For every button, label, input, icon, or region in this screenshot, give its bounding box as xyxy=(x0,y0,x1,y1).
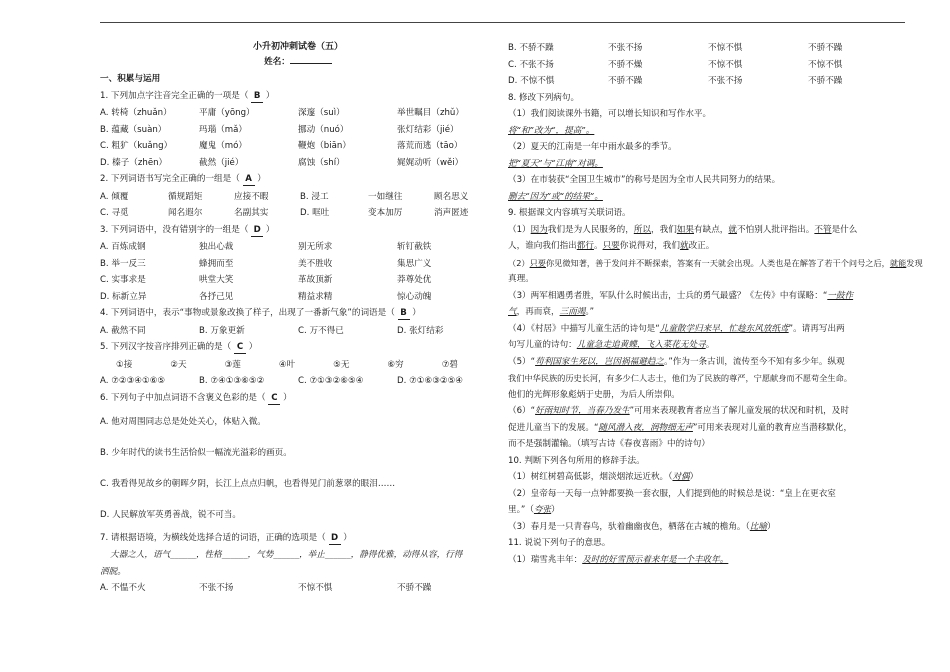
q4-options: A. 截然不同 B. 万象更新 C. 万不得已 D. 张灯结彩 xyxy=(100,325,444,336)
question-10-stem: 10. 判断下列各句所用的修辞手法。 xyxy=(508,455,645,466)
q7-row: B. 不骄不躁 不张不扬 不惊不惧 不骄不躁 xyxy=(508,43,843,53)
q9-item-6-cont: 促进儿童当下的发展。“随风潜入夜，润物细无声”可用来表现对儿童的教育应当潜移默化， xyxy=(508,422,853,433)
q10-item-1: （1）树红树碧高低影，烟淡烟浓远近秋。（对偶） xyxy=(508,472,699,482)
q7-row: C. 不张不扬 不骄不燥 不惊不惧 不惊不惧 xyxy=(508,59,843,70)
q8-answer[interactable]: 删去“因为”或“的结果”。 xyxy=(508,191,603,202)
answer-7[interactable]: D xyxy=(329,533,341,545)
q8-answer[interactable]: 把“夏天”与“江南”对调。 xyxy=(508,158,603,169)
name-blank[interactable] xyxy=(290,63,332,64)
q2-row: C. 寻觅 闻名遐尔 名副其实 D. 哐吐 变本加厉 消声匿迹 xyxy=(100,208,469,218)
question-7-stem: 7. 请根据语境，为横线处选择合适的词语，正确的选项是（ D ） xyxy=(100,532,352,543)
q9-item-5: （5）“苟利国家生死以，岂因祸福避趋之。”作为一条古训，流传至今不知有多少年。纵观 xyxy=(508,356,845,367)
q11-item-1: （1）瑞雪兆丰年：及时的好雪预示着来年是一个丰收年。 xyxy=(508,554,729,565)
q9-item-6: （6）“好雨知时节，当春乃发生”可用来表现教育者应当了解儿童发展的状况和时机，及时 xyxy=(508,406,849,416)
right-column xyxy=(508,43,923,571)
top-rule xyxy=(100,22,905,23)
q8-answer[interactable]: 将“和”改为“，提高”。 xyxy=(508,125,595,136)
question-11-stem: 11. 说说下列句子的意思。 xyxy=(508,538,611,548)
q9-item-4-cont: 句写儿童的诗句：儿童急走追黄蝶，飞入菜花无处寻。 xyxy=(508,340,715,350)
q9-item-1: （1）因为我们是为人民服务的，所以，我们如果有缺点，就不怕别人批评指出。不管是什么 xyxy=(508,224,858,235)
answer-6[interactable]: C xyxy=(268,393,280,405)
answer-4[interactable]: B xyxy=(398,308,410,320)
answer-2[interactable]: A xyxy=(243,174,255,186)
q5-options: A. ⑦②③④①⑥⑤ B. ⑦④①③⑥⑤② C. ⑦①③②⑥⑤④ D. ⑦①⑥③②⑤④ xyxy=(100,376,464,386)
q9-item-4: （4）《村居》中描写儿童生活的诗句是“儿童散学归来早，忙趁东风放纸鸢”。请再写出两 xyxy=(508,323,845,334)
question-4-stem: 4. 下列词语中，表示“事物或景象改换了样子，出现了一番新气象”的词语是（ B ） xyxy=(100,308,421,318)
q5-chars: ①接 ②天 ③莲 ④叶 ⑤无 ⑥穷 ⑦碧 xyxy=(116,359,458,370)
q7-row: A. 不愠不火 不张不扬 不惊不惧 不骄不躁 xyxy=(100,583,432,593)
answer-1[interactable]: B xyxy=(251,91,263,103)
question-9-stem: 9. 根据课文内容填写关联词语。 xyxy=(508,208,631,218)
answer-5[interactable]: C xyxy=(234,342,246,354)
q7-passage: 大器之人，语气______，性格______，气势______，举止______，静得优雅，动得从容，行得 xyxy=(110,550,463,560)
q3-row: A. 百炼成钢 独出心裁 别无所求 斩钉截铁 xyxy=(100,242,432,252)
exam-title: 小升初冲刺试卷（五） xyxy=(252,42,343,52)
q9-item-3: （3）两军相遇勇者胜，军队什么时候出击，士兵的勇气最盛？《左传》中有谋略：“一鼓作 xyxy=(508,290,854,301)
q9-item-3-cont: 气，再而衰，三而竭。” xyxy=(508,307,595,317)
q10-item-2-cont: 里。”（夸张） xyxy=(508,505,560,515)
question-2-stem: 2. 下列词语书写完全正确的一组是（ A ） xyxy=(100,174,266,184)
left-column xyxy=(100,38,496,600)
q6-option: D. 人民解放军英勇善战，锐不可当。 xyxy=(100,509,241,520)
q1-row: B. 蕴藏（suàn） 玛瑙（mǎ） 挪动（nuó） 张灯结彩（jié） xyxy=(100,124,459,135)
q7-row: D. 不惊不惧 不骄不躁 不张不扬 不骄不躁 xyxy=(508,76,843,86)
answer-3[interactable]: D xyxy=(251,225,263,237)
question-3-stem: 3. 下列词语中，没有错别字的一组是（ D ） xyxy=(100,224,275,235)
q6-option: B. 少年时代的读书生活恰似一幅流光溢彩的画页。 xyxy=(100,447,292,458)
q2-row: A. 倾覆 循规蹈矩 应接不暇 B. 浸工 一如继往 顾名思义 xyxy=(100,191,469,202)
q6-option: C. 我看得见故乡的朝晖夕阴，长江上点点归帆，也看得见门前葱翠的眼泪…… xyxy=(100,478,396,489)
question-6-stem: 6. 下列句子中加点词语不含褒义色彩的是（ C ） xyxy=(100,392,292,403)
question-8-stem: 8. 修改下列病句。 xyxy=(508,92,580,103)
q6-option: A. 他对周围同志总是处处关心，体贴入微。 xyxy=(100,416,266,427)
q9-item-5-cont: 他们的光辉形象彪炳于史册，为后人所崇仰。 xyxy=(508,389,680,400)
q3-row: B. 举一反三 蜂拥而至 美不胜收 集思广义 xyxy=(100,258,432,269)
q8-item: （2）夏天的江南是一年中雨水最多的季节。 xyxy=(508,142,677,152)
section-heading: 一、积累与运用 xyxy=(100,74,161,84)
q1-row: D. 榛子（zhēn） 截然（jié） 腐蚀（shí） 娓娓动听（wěi） xyxy=(100,157,464,168)
q10-item-3: （3）春月是一只青春鸟，驮着幽幽夜色，栖落在古城的檐角。（比喻） xyxy=(508,521,776,532)
q7-passage: 洒脱。 xyxy=(100,566,126,577)
q9-item-5-cont: 我们中华民族的历史长河，有多少仁人志士，他们为了民族的尊严，宁愿献身而不愿苟全生命。 xyxy=(508,373,852,383)
q10-item-2: （2）皇帝每一天每一点钟都要换一套衣服，人们提到他的时候总是说：“皇上在更衣室 xyxy=(508,488,836,499)
q3-row: C. 实事求是 哄堂大笑 革故顶新 莽尊处优 xyxy=(100,275,432,285)
q1-row: C. 粗犷（kuǎng） 魔鬼（mó） 鞭炮（biān） 落荒而逃（tāo） xyxy=(100,141,463,151)
q9-item-6-cont: 而不是强制灌输。（填写古诗《春夜喜雨》中的诗句） xyxy=(508,439,710,449)
q9-item-2-cont: 真理。 xyxy=(508,274,534,284)
q8-item: （3）在市装获“全国卫生城市”的称号是因为全市人民共同努力的结果。 xyxy=(508,175,781,185)
q9-item-2: （2）只要你见微知著，善于发问并不断探索，答案有一天就会出现。人类也是在解答了若干个问号之后，就能发现 xyxy=(508,257,923,268)
q3-row: D. 标新立异 各抒己见 精益求精 惊心动魄 xyxy=(100,291,432,302)
q8-item: （1）我们阅读课外书籍，可以增长知识和写作水平。 xyxy=(508,109,712,119)
question-5-stem: 5. 下列汉字按音序排列正确的是（ C ） xyxy=(100,342,258,352)
question-1-stem: 1. 下列加点字注音完全正确的一项是（ B ） xyxy=(100,90,275,101)
q9-item-1-cont: 人，谁向我们指出都行。只要你说得对，我们就改正。 xyxy=(508,241,715,251)
name-line: 姓名： xyxy=(100,57,496,68)
q1-row: A. 转椅（zhuǎn） 平庸（yōng） 深邃（suì） 举世瞩目（zhǔ） xyxy=(100,108,464,118)
